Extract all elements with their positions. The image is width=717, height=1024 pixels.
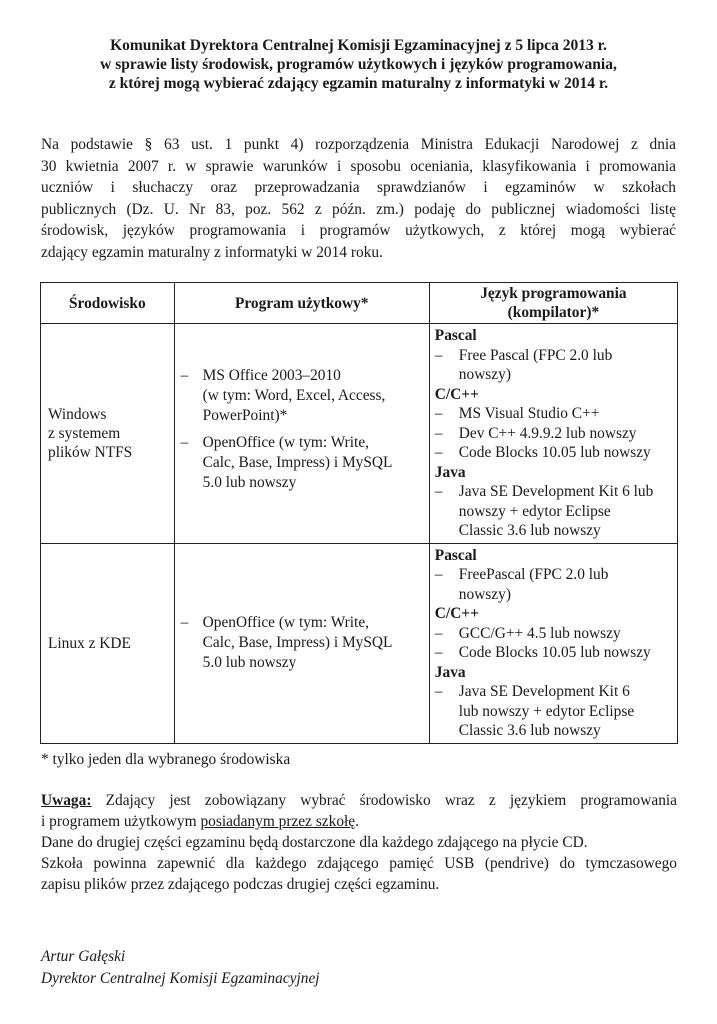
compiler-line: – Code Blocks 10.05 lub nowszy [458, 644, 651, 661]
program-line: – OpenOffice (w tym: Write, [202, 434, 370, 452]
environments-table [40, 282, 678, 744]
intro-line: publicznych (Dz. U. Nr 83, poz. 562 z późn. zm.) podaję do publicznej wiadomości listę [41, 200, 676, 218]
note-line: zapisu plików przez zdającego podczas drugiej części egzaminu. [41, 876, 440, 893]
program-line: PowerPoint)* [202, 407, 288, 425]
language-heading: Java [434, 663, 466, 681]
compiler-item [435, 424, 673, 444]
cell-programs [174, 324, 429, 544]
intro-line: zdający egzamin maturalny z informatyki w 2014 roku. [41, 243, 383, 261]
header-language-line: Język programowania [480, 285, 627, 302]
program-line: Calc, Base, Impress) i MySQL [202, 634, 393, 651]
program-list [176, 613, 428, 673]
compiler-line: – Code Blocks 10.05 lub nowszy [458, 444, 651, 461]
cell-environment [41, 324, 175, 544]
document-title [40, 36, 677, 93]
warning-text: i programem użytkowym [41, 813, 201, 830]
compiler-line: lub nowszy + edytor Eclipse [458, 702, 635, 720]
signature-name: Artur Gałęski [41, 948, 126, 965]
language-heading: Java [434, 463, 466, 481]
footnote: * tylko jeden dla wybranego środowiska [41, 751, 291, 768]
table-header-row [41, 283, 678, 324]
signature-block [41, 946, 320, 990]
compiler-item [435, 643, 673, 663]
program-line: 5.0 lub nowszy [202, 654, 297, 671]
title-line: Komunikat Dyrektora Centralnej Komisji Egzaminacyjnej z 5 lipca 2013 r. [110, 37, 607, 54]
warning-line [41, 811, 677, 832]
warning-label: Uwaga: [41, 792, 92, 809]
warning-underlined: posiadanym przez szkołę [200, 813, 356, 830]
warning-text: Zdający jest zobowiązany wybrać środowisko wraz z językiem programowania [91, 792, 677, 809]
language-heading: C/C++ [434, 385, 479, 403]
title-line: z której mogą wybierać zdający egzamin maturalny z informatyki w 2014 r. [108, 75, 609, 92]
compiler-item [435, 565, 673, 604]
header-program: Program użytkowy* [174, 283, 429, 324]
cell-environment [41, 543, 175, 743]
compiler-line: Classic 3.6 lub nowszy [458, 522, 601, 539]
compiler-item [435, 624, 673, 644]
intro-line: Na podstawie § 63 ust. 1 punkt 4) rozporządzenia Ministra Edukacji Narodowej z dnia [41, 136, 676, 153]
environment-line: Linux z KDE [48, 634, 131, 652]
header-language-line: (kompilator)* [507, 304, 600, 321]
compiler-line: – Free Pascal (FPC 2.0 lub [458, 346, 613, 364]
signature-role: Dyrektor Centralnej Komisji Egzaminacyjnej [41, 970, 320, 987]
language-heading: C/C++ [434, 605, 479, 622]
table-row-windows [41, 324, 678, 544]
program-item [176, 433, 428, 493]
compiler-line: – Java SE Development Kit 6 [458, 683, 630, 700]
intro-paragraph [41, 134, 676, 263]
environment-line: Windows [48, 405, 107, 423]
compiler-line: nowszy) [458, 585, 511, 603]
intro-line: uczniów i słuchaczy oraz przeprowadzania sprawdzianów i egzaminów w szkołach [41, 179, 676, 196]
cell-languages [429, 543, 677, 743]
compiler-item [435, 482, 673, 541]
notes-section [41, 790, 677, 895]
cell-languages [429, 324, 677, 544]
compiler-item [435, 404, 673, 424]
language-heading: Pascal [434, 546, 477, 564]
table-row-linux [41, 543, 678, 743]
compiler-line: – MS Visual Studio C++ [458, 405, 600, 422]
compiler-item [435, 346, 673, 385]
compiler-line: nowszy + edytor Eclipse [458, 502, 611, 520]
header-environment: Środowisko [41, 283, 175, 324]
program-list [176, 366, 428, 493]
compiler-line: – Dev C++ 4.9.9.2 lub nowszy [458, 424, 637, 442]
program-line: 5.0 lub nowszy [202, 474, 297, 492]
warning-text: . [355, 813, 359, 830]
cell-programs [174, 543, 429, 743]
note-line: Dane do drugiej części egzaminu będą dostarczone dla każdego zdającego na płycie CD. [41, 834, 588, 851]
program-line: – OpenOffice (w tym: Write, [202, 614, 370, 631]
language-heading: Pascal [434, 327, 477, 344]
intro-line: środowisk, języków programowania i programów użytkowych, z której mogą wybierać [41, 222, 676, 239]
environment-line: z systemem [48, 424, 121, 442]
note-line: Szkoła powinna zapewnić dla każdego zdającego pamięć USB (pendrive) do tymczasowego [41, 855, 677, 872]
compiler-line: Classic 3.6 lub nowszy [458, 722, 601, 739]
program-item [176, 366, 428, 426]
warning-line [41, 790, 677, 811]
compiler-line: nowszy) [458, 366, 511, 383]
program-line: – MS Office 2003–2010 [202, 367, 341, 385]
program-line: Calc, Base, Impress) i MySQL [202, 454, 393, 472]
compiler-line: – GCC/G++ 4.5 lub nowszy [458, 624, 621, 642]
compiler-line: – Java SE Development Kit 6 lub [458, 483, 654, 500]
title-line: w sprawie listy środowisk, programów użytkowych i języków programowania, [100, 56, 617, 73]
program-item [176, 613, 428, 673]
compiler-line: – FreePascal (FPC 2.0 lub [458, 566, 609, 583]
environment-line: plików NTFS [48, 443, 133, 461]
compiler-item [435, 682, 673, 741]
program-line: (w tym: Word, Excel, Access, [202, 387, 386, 405]
compiler-item [435, 443, 673, 463]
header-language [429, 283, 677, 324]
intro-line: 30 kwietnia 2007 r. w sprawie warunków i sposobu oceniania, klasyfikowania i promowania [41, 157, 676, 175]
